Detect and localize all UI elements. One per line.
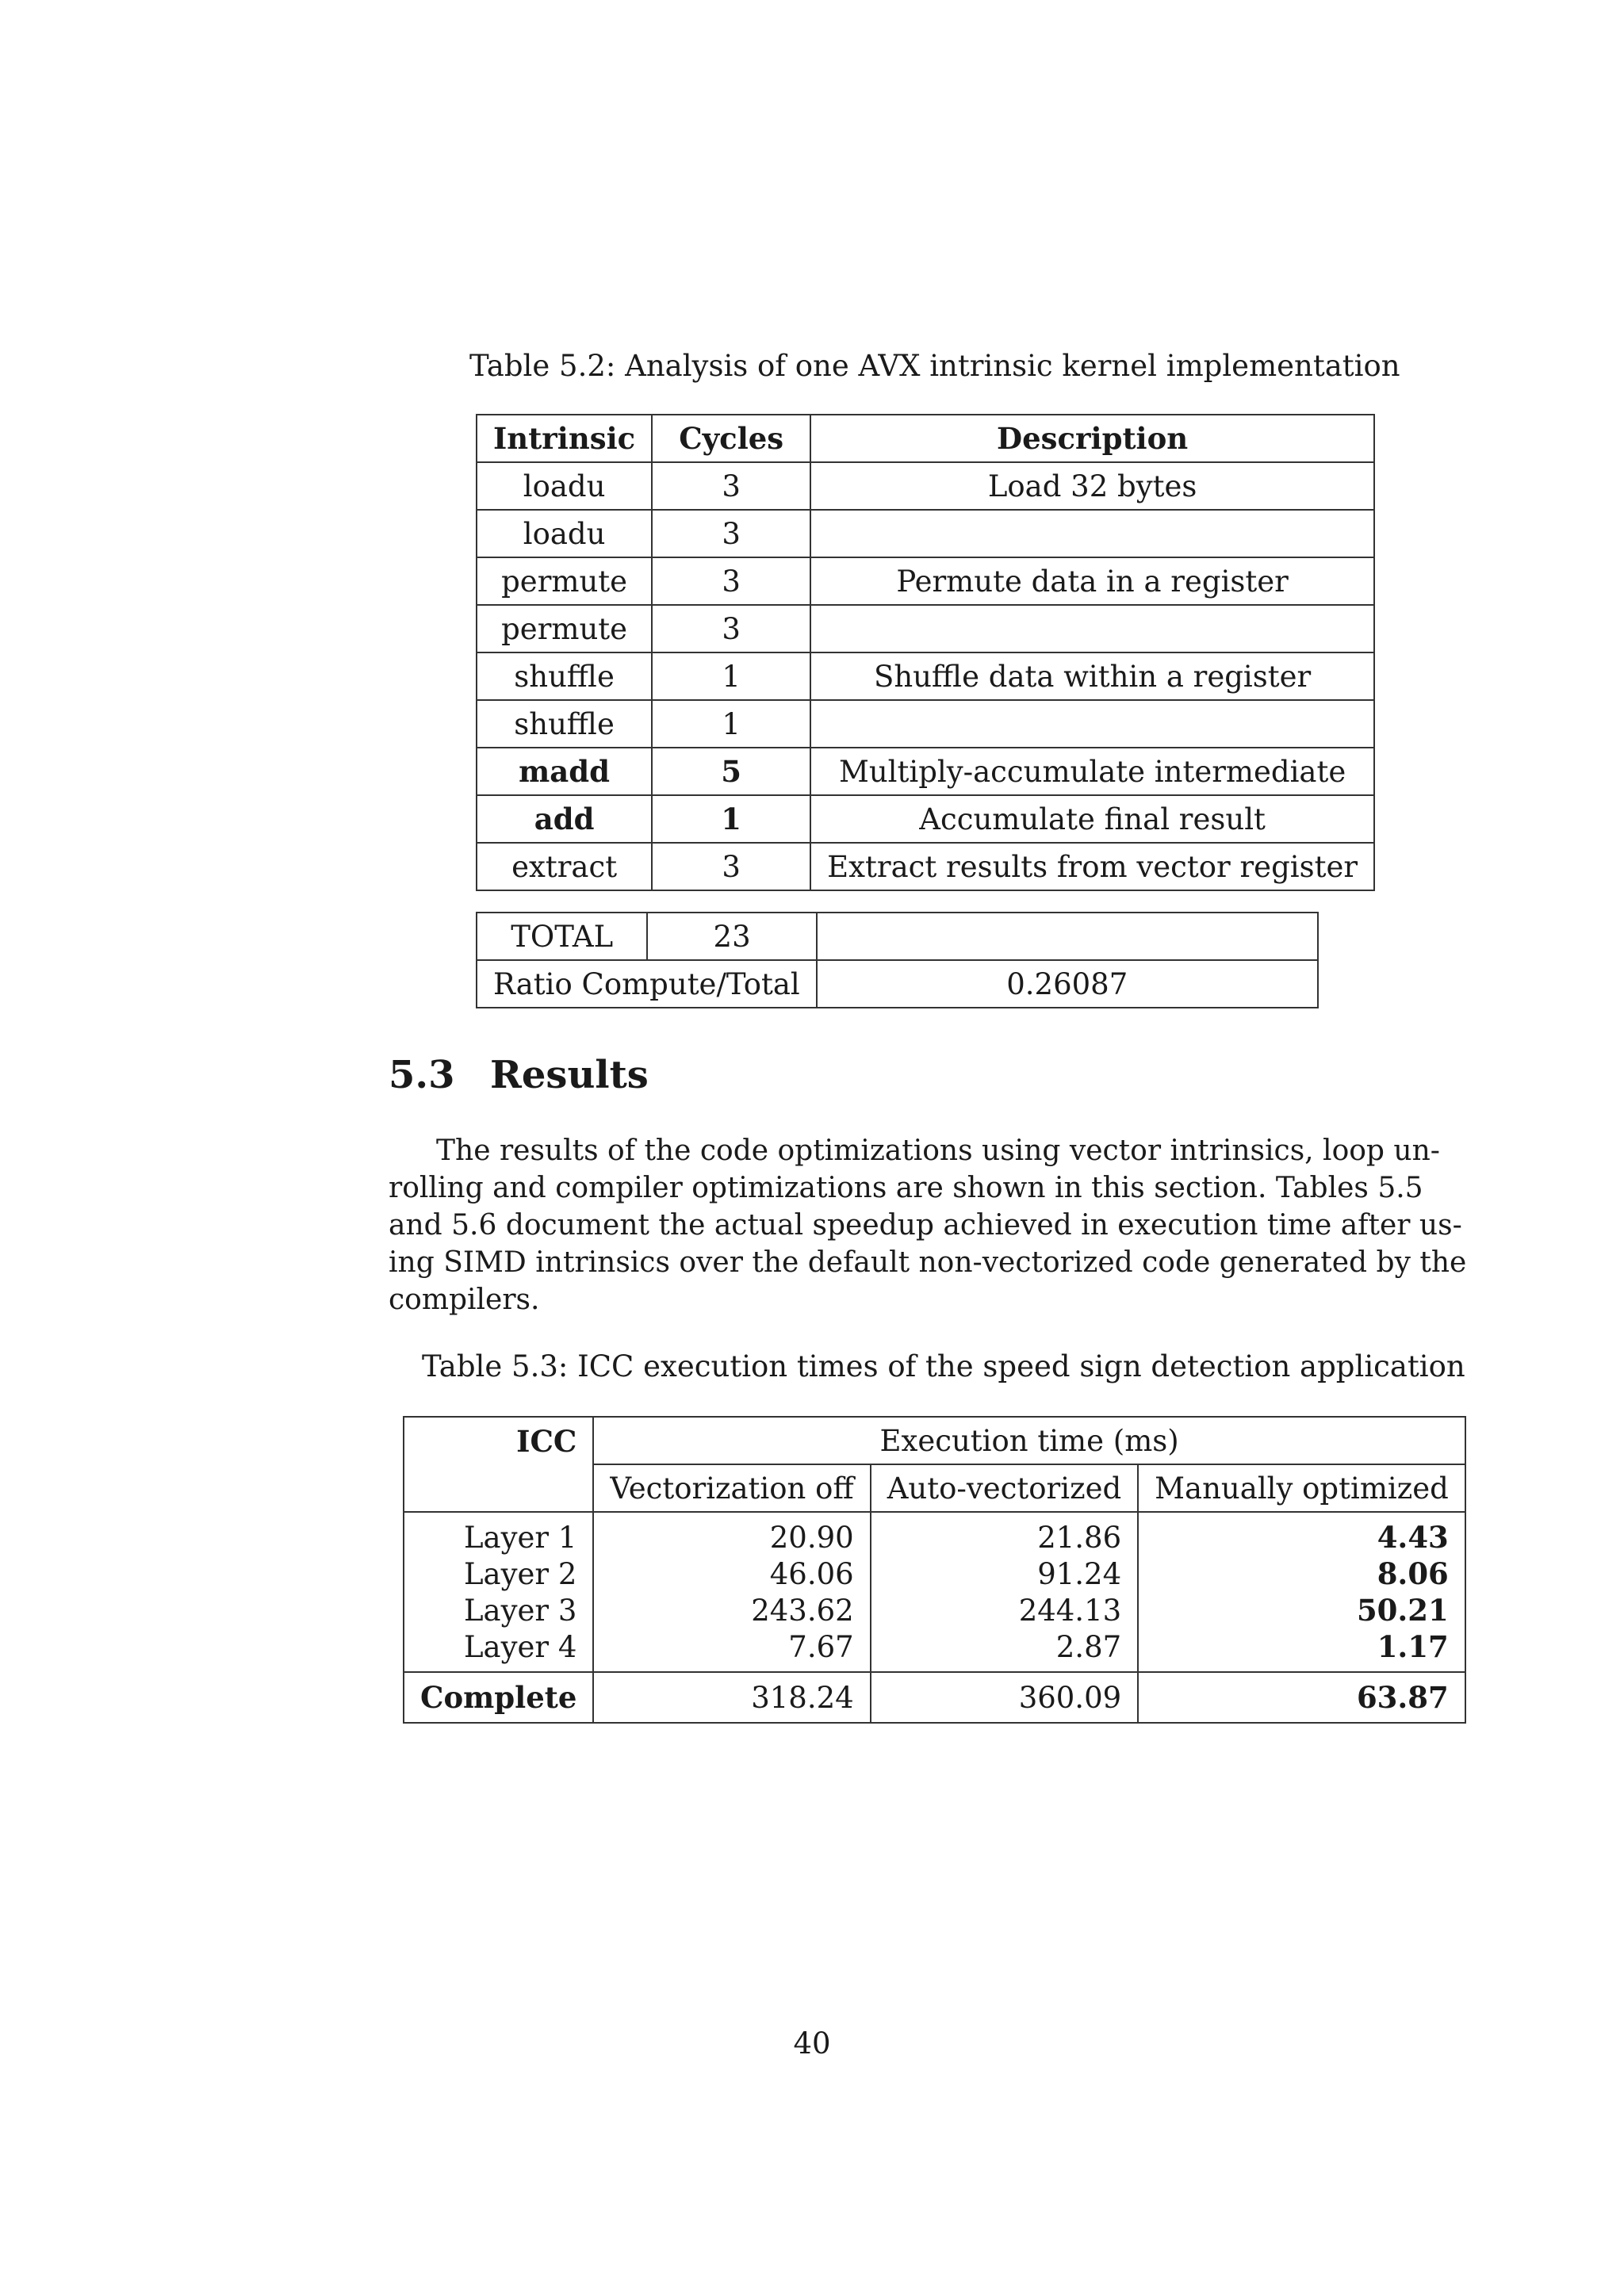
table-row	[477, 795, 1374, 843]
cell-description: Extract results from vector register	[810, 843, 1374, 890]
table-header-row	[477, 415, 1374, 462]
row-label: Layer 3	[404, 1592, 593, 1628]
group-header: Execution time (ms)	[593, 1417, 1465, 1464]
cell-value: 243.62	[593, 1592, 870, 1628]
row-label: Layer 2	[404, 1556, 593, 1592]
cell-value: 8.06	[1138, 1556, 1465, 1592]
table-5-2-totals	[476, 912, 1319, 1008]
table-row	[404, 1592, 1465, 1628]
corner-empty-cell	[404, 1464, 593, 1512]
row-label: Layer 1	[404, 1512, 593, 1556]
paragraph-line: and 5.6 document the actual speedup achieved in execution time after us-	[389, 1209, 1462, 1242]
section-number: 5.3	[389, 1053, 455, 1097]
results-paragraph	[389, 1132, 1467, 1318]
cell-value: 91.24	[871, 1556, 1138, 1592]
table-row	[477, 843, 1374, 890]
ratio-value: 0.26087	[817, 960, 1318, 1008]
col-header-intrinsic: Intrinsic	[477, 415, 652, 462]
cell-cycles: 1	[652, 795, 810, 843]
section-title: Results	[490, 1053, 649, 1097]
row-label: Layer 4	[404, 1628, 593, 1672]
cell-intrinsic: extract	[477, 843, 652, 890]
cell-description	[810, 605, 1374, 652]
table-row	[477, 605, 1374, 652]
cell-value: 20.90	[593, 1512, 870, 1556]
table-row	[404, 1512, 1465, 1556]
cell-description	[810, 510, 1374, 557]
table-row	[404, 1556, 1465, 1592]
page-number: 40	[793, 2026, 831, 2061]
table-subheader-row	[404, 1464, 1465, 1512]
table-header-row	[404, 1417, 1465, 1464]
table-5-3	[403, 1416, 1466, 1724]
cell-intrinsic: madd	[477, 748, 652, 795]
table-row	[477, 700, 1374, 748]
cell-description: Permute data in a register	[810, 557, 1374, 605]
total-row	[404, 1672, 1465, 1723]
table-row	[477, 652, 1374, 700]
col-header-manually-optimized: Manually optimized	[1138, 1464, 1465, 1512]
cell-value: 46.06	[593, 1556, 870, 1592]
cell-description: Multiply-accumulate intermediate	[810, 748, 1374, 795]
total-label: Complete	[404, 1672, 593, 1723]
cell-value: 50.21	[1138, 1592, 1465, 1628]
cell-value: 21.86	[871, 1512, 1138, 1556]
cell-cycles: 3	[652, 605, 810, 652]
table-5-2-caption: Table 5.2: Analysis of one AVX intrinsic kernel implementation	[469, 349, 1400, 383]
cell-value: 7.67	[593, 1628, 870, 1672]
total-label: TOTAL	[477, 913, 647, 960]
table-row	[404, 1628, 1465, 1672]
total-value: 318.24	[593, 1672, 870, 1723]
cell-value: 244.13	[871, 1592, 1138, 1628]
total-value: 63.87	[1138, 1672, 1465, 1723]
total-row	[477, 913, 1318, 960]
cell-cycles: 3	[652, 843, 810, 890]
cell-intrinsic: shuffle	[477, 700, 652, 748]
cell-intrinsic: permute	[477, 605, 652, 652]
table-row	[477, 557, 1374, 605]
cell-description: Shuffle data within a register	[810, 652, 1374, 700]
corner-header: ICC	[404, 1417, 593, 1464]
paragraph-line: The results of the code optimizations using vector intrinsics, loop un-	[436, 1135, 1440, 1167]
cell-cycles: 1	[652, 652, 810, 700]
cell-intrinsic: add	[477, 795, 652, 843]
section-heading	[389, 1053, 649, 1097]
paragraph-line: compilers.	[389, 1284, 540, 1316]
cell-intrinsic: shuffle	[477, 652, 652, 700]
table-row	[477, 748, 1374, 795]
cell-description	[810, 700, 1374, 748]
paragraph-line: rolling and compiler optimizations are shown in this section. Tables 5.5	[389, 1172, 1423, 1204]
table-row	[477, 462, 1374, 510]
col-header-description: Description	[810, 415, 1374, 462]
cell-cycles: 5	[652, 748, 810, 795]
table-5-2	[476, 414, 1375, 891]
col-header-vectorization-off: Vectorization off	[593, 1464, 870, 1512]
paragraph-line: ing SIMD intrinsics over the default non-vectorized code generated by the	[389, 1246, 1467, 1279]
ratio-row	[477, 960, 1318, 1008]
cell-intrinsic: loadu	[477, 510, 652, 557]
col-header-cycles: Cycles	[652, 415, 810, 462]
cell-cycles: 1	[652, 700, 810, 748]
total-value: 360.09	[871, 1672, 1138, 1723]
cell-value: 2.87	[871, 1628, 1138, 1672]
cell-cycles: 3	[652, 557, 810, 605]
table-row	[477, 510, 1374, 557]
col-header-auto-vectorized: Auto-vectorized	[871, 1464, 1138, 1512]
cell-value: 1.17	[1138, 1628, 1465, 1672]
total-value: 23	[647, 913, 816, 960]
cell-description: Load 32 bytes	[810, 462, 1374, 510]
cell-cycles: 3	[652, 462, 810, 510]
cell-description: Accumulate final result	[810, 795, 1374, 843]
total-empty-cell	[817, 913, 1318, 960]
cell-value: 4.43	[1138, 1512, 1465, 1556]
cell-intrinsic: loadu	[477, 462, 652, 510]
cell-cycles: 3	[652, 510, 810, 557]
cell-intrinsic: permute	[477, 557, 652, 605]
ratio-label: Ratio Compute/Total	[477, 960, 817, 1008]
table-5-3-caption: Table 5.3: ICC execution times of the speed sign detection application	[422, 1349, 1465, 1383]
